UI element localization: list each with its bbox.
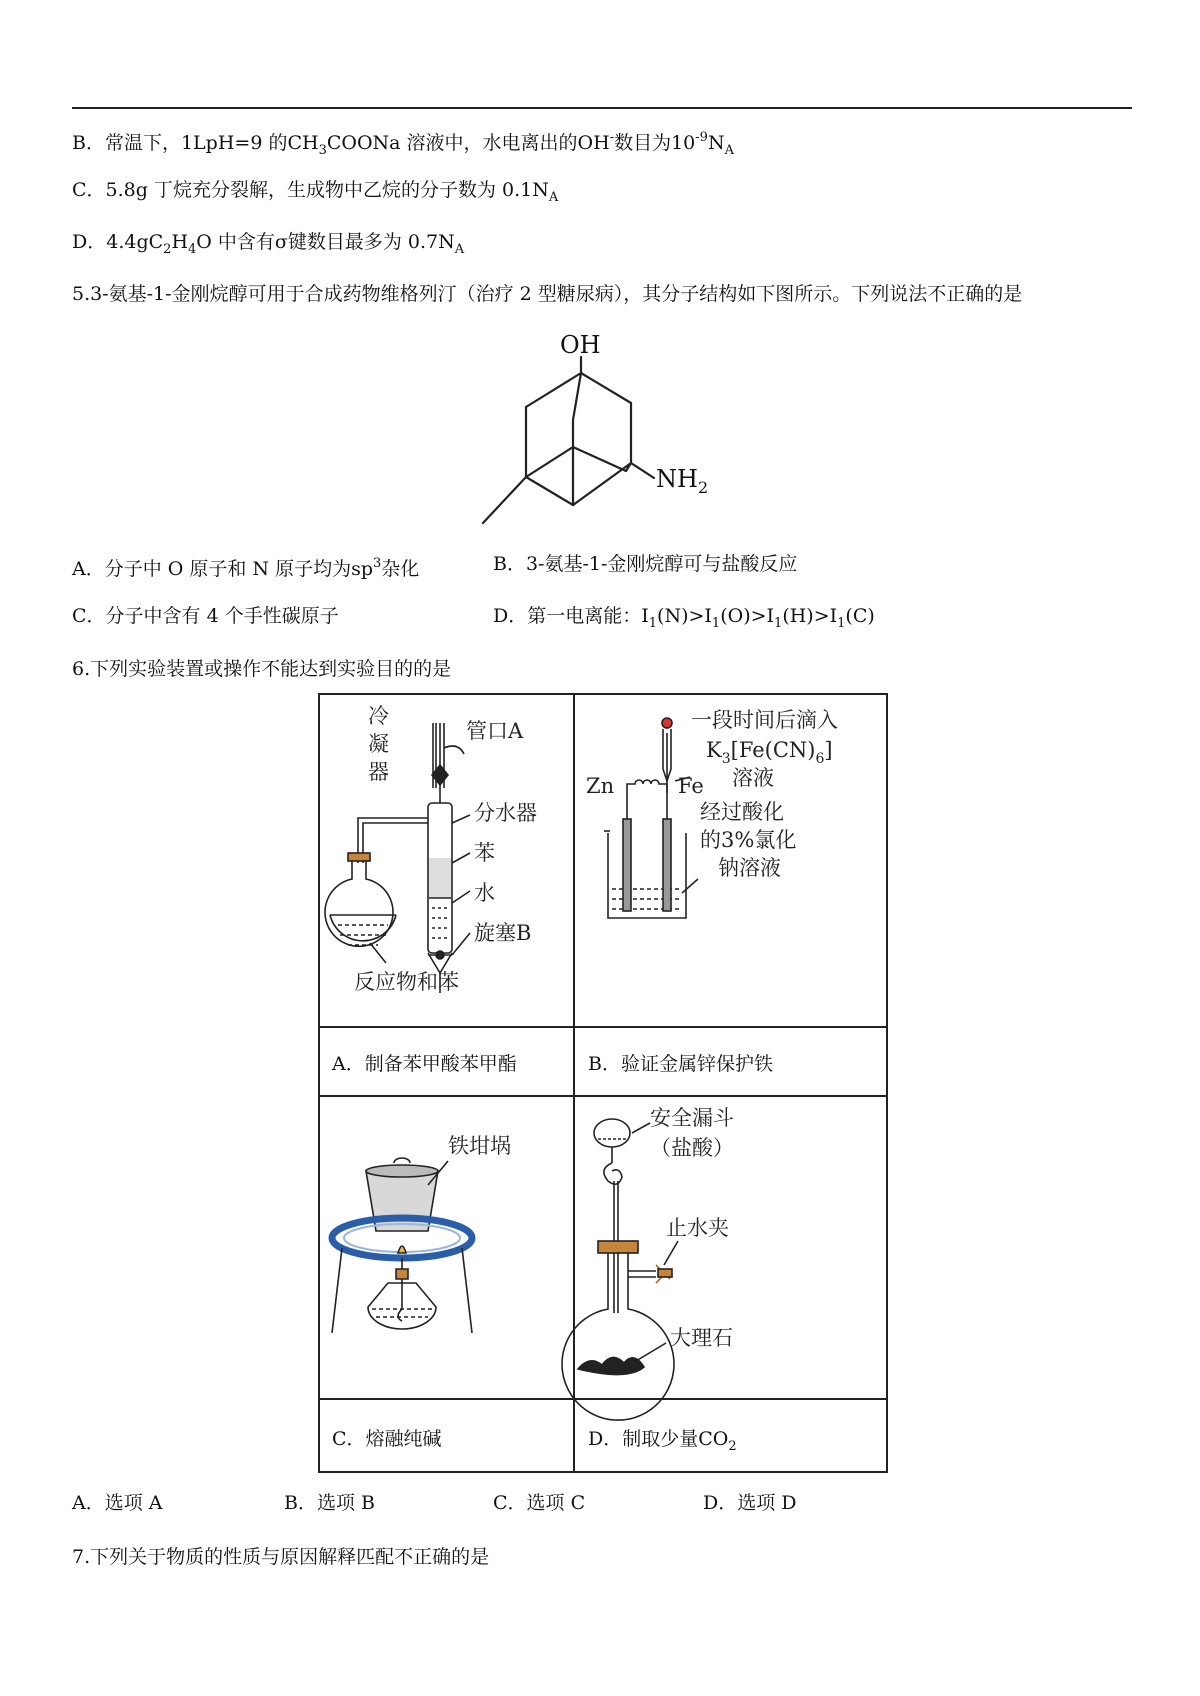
q6-option-a: A．选项 A (72, 1492, 163, 1514)
label-benzene: 苯 (474, 841, 495, 865)
caption-a: A．制备苯甲酸苯甲酯 (332, 1053, 517, 1075)
q5-stem: 5.3-氨基-1-金刚烷醇可用于合成药物维格列汀（治疗 2 型糖尿病），其分子结构如下图所示。下列说法不正确的是 (72, 283, 1023, 305)
label-drop: 一段时间后滴入 (691, 708, 838, 732)
q6-option-b: B．选项 B (284, 1492, 375, 1514)
apparatus-a (325, 723, 470, 993)
label-acid-1: 经过酸化 (700, 800, 784, 824)
q5-option-d: D．第一电离能：$I_1(N)>I_1(O)>I_1(H)>I_1(C)$ (493, 605, 875, 631)
q6-option-c: C．选项 C (493, 1492, 586, 1514)
label-solution: 溶液 (732, 766, 774, 790)
experiment-table (318, 693, 888, 1475)
label-separator: 分水器 (474, 801, 537, 825)
label-condenser-1: 冷 (368, 704, 389, 728)
label-zn: Zn (586, 774, 615, 798)
caption-c: C．熔融纯碱 (332, 1428, 442, 1450)
q5-option-b: B．3-氨基-1-金刚烷醇可与盐酸反应 (493, 553, 798, 575)
apparatus-b (604, 718, 698, 918)
q6-stem: 6.下列实验装置或操作不能达到实验目的的是 (72, 658, 452, 680)
apparatus-d (562, 1119, 678, 1420)
label-acid-3: 钠溶液 (718, 856, 781, 880)
q5-option-a: A．分子中 O 原子和 N 原子均为$sp^3$杂化 (72, 556, 420, 580)
label-flask: 反应物和苯 (354, 970, 459, 994)
label-funnel: 安全漏斗 (650, 1106, 734, 1130)
label-acid-2: 的3%氯化 (700, 828, 797, 852)
label-condenser-3: 器 (368, 760, 389, 784)
label-fe: Fe (678, 774, 704, 798)
label-hcl: （盐酸） (650, 1136, 734, 1160)
q7-stem: 7.下列关于物质的性质与原因解释匹配不正确的是 (72, 1546, 490, 1568)
q4-option-d: D．$4.4gC_2H_4O$ 中含有σ键数目最多为 $0.7N_A$ (72, 231, 465, 257)
caption-b: B．验证金属锌保护铁 (588, 1053, 773, 1075)
label-clamp: 止水夹 (666, 1216, 729, 1240)
label-k3fecn6: $K_3[Fe(CN)_6]$ (706, 738, 833, 767)
apparatus-c (332, 1158, 472, 1333)
nh2-label: $NH_2$ (656, 465, 709, 497)
q4-option-b: B．常温下，1LpH=9 的$CH_3COONa$ 溶液中，水电离出的OH-数目为$10^{-9}N_A$ (72, 130, 734, 158)
label-condenser-2: 凝 (368, 732, 389, 756)
q4-option-c: C．5.8g 丁烷充分裂解，生成物中乙烷的分子数为 $0.1N_A$ (72, 179, 559, 205)
label-stopcock-b: 旋塞B (474, 921, 532, 945)
label-water: 水 (474, 881, 495, 905)
header-rule (72, 107, 1132, 109)
label-tube-a: 管口A (466, 719, 524, 743)
label-crucible: 铁坩埚 (448, 1134, 511, 1158)
caption-d: D．制取少量$CO_2$ (588, 1428, 737, 1454)
q5-option-c: C．分子中含有 4 个手性碳原子 (72, 605, 339, 627)
adamantane-structure (480, 325, 740, 535)
label-marble: 大理石 (670, 1326, 733, 1350)
q6-option-d: D．选项 D (703, 1492, 797, 1514)
oh-label: OH (560, 331, 601, 359)
